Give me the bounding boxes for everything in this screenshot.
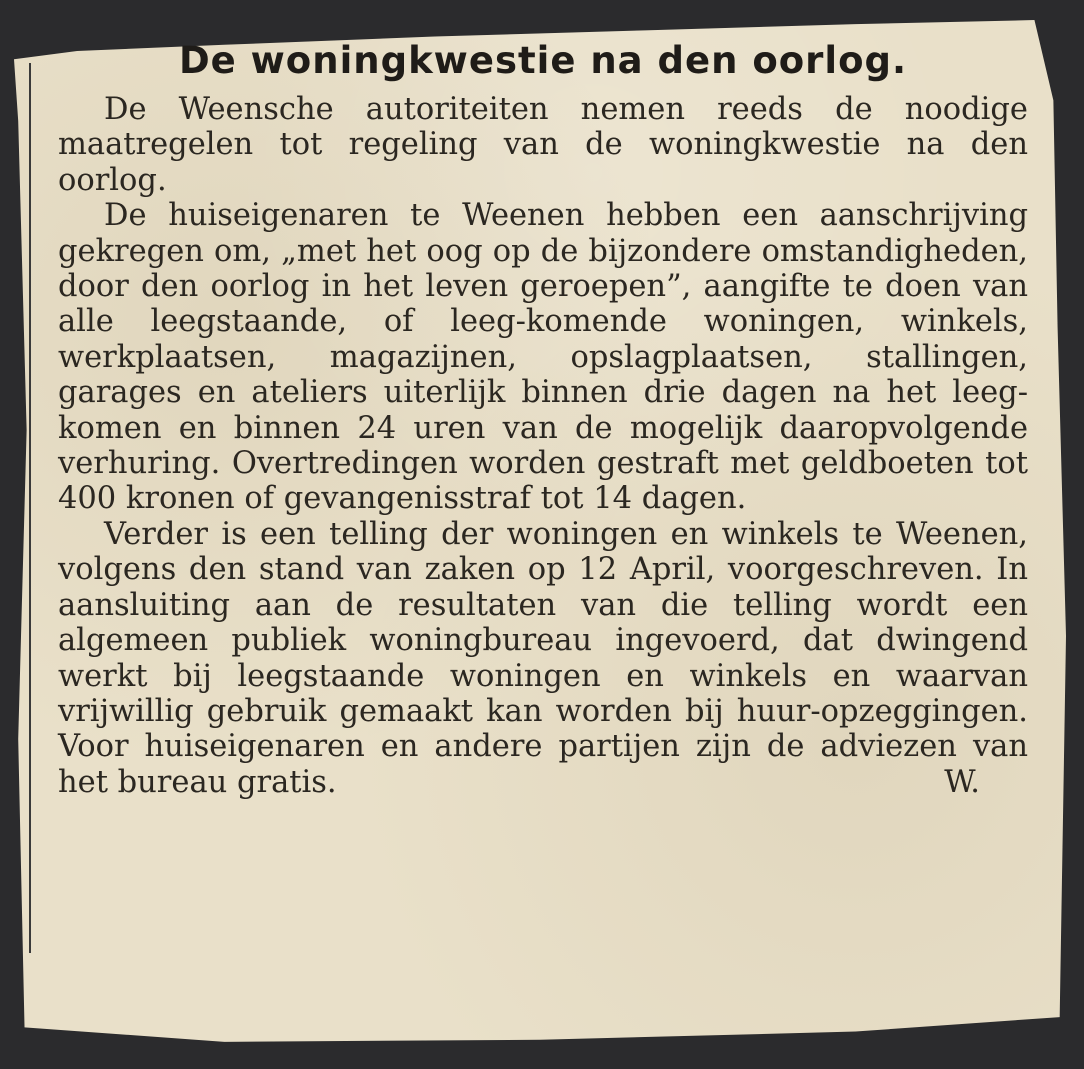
author-signature: W.: [944, 765, 980, 801]
paragraph-2: De huiseigenaren te Weenen hebben een aanschrijving gekregen om, „met het oog op de bijzondere omstandigheden, door den oorlog in het leven geroepen”, aangifte te doen van alle leegstaande, of leeg-komende woningen, winkels, werkplaatsen, magazijnen, opslagplaatsen, stallingen, garages en ateliers uiterlijk binnen drie dagen na het leeg-komen en binnen 24 uren van de mogelijk daaropvolgende verhuring. Overtredingen worden gestraft met geldboeten tot 400 kronen of gevangenisstraf tot 14 dagen.: [58, 198, 1028, 517]
column-rule: [29, 63, 31, 953]
article-body: [58, 92, 1028, 800]
article: [58, 38, 1028, 998]
paragraph-1: De Weensche autoriteiten nemen reeds de noodige maatregelen tot regeling van de woningkwestie na den oorlog.: [58, 92, 1028, 198]
article-title: De woningkwestie na den oorlog.: [178, 39, 908, 82]
paragraph-3: Verder is een telling der woningen en winkels te Weenen, volgens den stand van zaken op 12 April, voorgeschreven. In aansluiting aan de resultaten van die telling wordt een algemeen publiek woningbureau ingevoerd, dat dwingend werkt bij leegstaande woningen en winkels en waarvan vrijwillig gebruik gemaakt kan worden bij huur-opzeggingen. Voor huiseigenaren en andere partijen zijn de adviezen van het bureau gratis.: [58, 516, 1028, 800]
